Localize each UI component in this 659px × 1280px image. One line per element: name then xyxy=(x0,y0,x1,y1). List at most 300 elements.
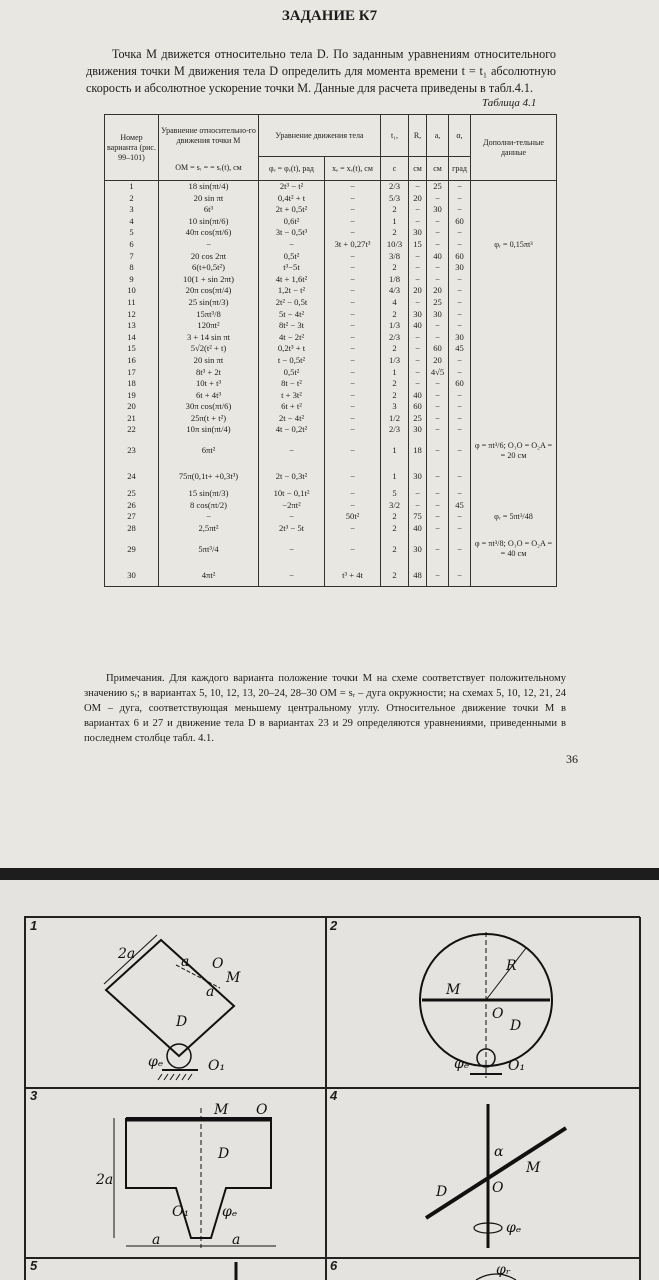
cell-phi: −2πt² xyxy=(259,500,325,512)
cell-extra xyxy=(471,181,557,193)
cell-extra xyxy=(471,343,557,355)
fig1-label-phi: φₑ xyxy=(148,1054,164,1070)
header-rel-motion: Уравнение относительно-го движения точки M xyxy=(159,115,259,157)
table-body xyxy=(105,181,557,587)
cell-n: 26 xyxy=(105,500,159,512)
cell-phi: 4t − 2t² xyxy=(259,332,325,344)
cell-n: 24 xyxy=(105,466,159,488)
cell-alpha: − xyxy=(449,413,471,425)
cell-R: 30 xyxy=(409,309,427,321)
figure-1 xyxy=(25,917,327,1089)
page-number: 36 xyxy=(566,752,578,766)
header-a: a, xyxy=(427,115,449,157)
fig2-label-R: R xyxy=(506,958,517,974)
cell-a: − xyxy=(427,424,449,436)
fig4-label-M: M xyxy=(526,1160,541,1176)
cell-alpha: − xyxy=(449,367,471,379)
cell-sr: 8 cos(πt/2) xyxy=(159,500,259,512)
cell-n: 19 xyxy=(105,390,159,402)
cell-xe: − xyxy=(325,216,381,228)
cell-sr: 10t + t³ xyxy=(159,378,259,390)
cell-phi: 2t − 0,3t² xyxy=(259,466,325,488)
table-row xyxy=(105,488,557,500)
cell-extra xyxy=(471,488,557,500)
cell-phi: 8t² − 3t xyxy=(259,320,325,332)
table-row xyxy=(105,204,557,216)
cell-n: 22 xyxy=(105,424,159,436)
cell-n: 4 xyxy=(105,216,159,228)
cell-n: 9 xyxy=(105,274,159,286)
table-row xyxy=(105,390,557,402)
header-variant: Номер варианта (рис. 99–101) xyxy=(105,115,159,181)
task-description: Точка M движется относительно тела D. По заданным уравнениям относительного движения точки M движения тела D определить для момента времени t = t₁ абсолютную скорость и абсолютное ускорение точки M. Данные для расчета приведены в табл.4.1. xyxy=(86,47,556,96)
cell-t1: 2/3 xyxy=(381,181,409,193)
cell-t1: 2 xyxy=(381,262,409,274)
cell-a: − xyxy=(427,239,449,251)
cell-extra xyxy=(471,401,557,413)
cell-a: − xyxy=(427,564,449,587)
cell-R: − xyxy=(409,355,427,367)
data-table xyxy=(104,114,557,587)
cell-alpha: − xyxy=(449,227,471,239)
cell-a: − xyxy=(427,488,449,500)
table-row xyxy=(105,436,557,466)
fig1-label-M: M xyxy=(226,970,241,986)
cell-R: 15 xyxy=(409,239,427,251)
cell-xe: − xyxy=(325,523,381,535)
cell-n: 29 xyxy=(105,534,159,564)
cell-sr: 6t + 4t³ xyxy=(159,390,259,402)
cell-alpha: − xyxy=(449,511,471,523)
table-row xyxy=(105,262,557,274)
cell-t1: 5/3 xyxy=(381,193,409,205)
table-row xyxy=(105,181,557,193)
cell-alpha: 60 xyxy=(449,251,471,263)
table-row xyxy=(105,297,557,309)
cell-alpha: 30 xyxy=(449,262,471,274)
cell-extra xyxy=(471,285,557,297)
cell-alpha: − xyxy=(449,297,471,309)
cell-xe: − xyxy=(325,488,381,500)
cell-a: − xyxy=(427,413,449,425)
cell-t1: 2 xyxy=(381,204,409,216)
cell-R: − xyxy=(409,204,427,216)
cell-t1: 3/2 xyxy=(381,500,409,512)
cell-alpha: − xyxy=(449,488,471,500)
figure-5 xyxy=(25,1257,327,1280)
cell-extra xyxy=(471,274,557,286)
cell-phi: 6t + t² xyxy=(259,401,325,413)
cell-a: − xyxy=(427,534,449,564)
table-row xyxy=(105,251,557,263)
table-row xyxy=(105,378,557,390)
cell-sr: 6t³ xyxy=(159,204,259,216)
cell-t1: 10/3 xyxy=(381,239,409,251)
cell-phi: 0,5t² xyxy=(259,367,325,379)
cell-xe: − xyxy=(325,500,381,512)
notes: Примечания. Для каждого варианта положение точки M на схеме соответствует положительному значению sᵣ; в вариантах 5, 10, 12, 13, 20–24, 28–30 OM = sᵣ – дуга окружности; на схемах 5, 10, 12, 21, 24 OM – дуга, соответствующая меньшему центральному углу. Относительное движение точки M в вариантах 6 и 27 и движение тела D в вариантах 23 и 29 определяются уравнениями, приведенными в последнем столбце табл. 4.1. xyxy=(84,672,566,744)
cell-t1: 2 xyxy=(381,309,409,321)
cell-sr: 40π cos(πt/6) xyxy=(159,227,259,239)
cell-a: − xyxy=(427,193,449,205)
cell-a: 30 xyxy=(427,309,449,321)
cell-R: 25 xyxy=(409,413,427,425)
cell-R: 30 xyxy=(409,227,427,239)
cell-n: 2 xyxy=(105,193,159,205)
header-phi-e: φₑ = φₑ(t), рад xyxy=(259,157,325,181)
cell-xe: − xyxy=(325,401,381,413)
cell-n: 30 xyxy=(105,564,159,587)
figures-photo xyxy=(0,868,659,1280)
cell-alpha: 60 xyxy=(449,216,471,228)
cell-n: 13 xyxy=(105,320,159,332)
cell-n: 3 xyxy=(105,204,159,216)
table-row xyxy=(105,227,557,239)
fig2-label-O1: O₁ xyxy=(508,1058,526,1074)
cell-phi: 4t + 1,6t² xyxy=(259,274,325,286)
fig1-label-2a: 2a xyxy=(118,946,136,962)
cell-sr: 18 sin(πt/4) xyxy=(159,181,259,193)
cell-extra xyxy=(471,227,557,239)
table-row xyxy=(105,343,557,355)
fig4-label-D: D xyxy=(436,1184,448,1200)
table-row xyxy=(105,511,557,523)
cell-phi: 0,5t² xyxy=(259,251,325,263)
cell-a: − xyxy=(427,436,449,466)
fig2-label-D: D xyxy=(510,1018,522,1034)
cell-a: 60 xyxy=(427,343,449,355)
cell-n: 1 xyxy=(105,181,159,193)
cell-t1: 2/3 xyxy=(381,332,409,344)
cell-sr: 30π cos(πt/6) xyxy=(159,401,259,413)
cell-a: − xyxy=(427,401,449,413)
cell-n: 20 xyxy=(105,401,159,413)
cell-R: 30 xyxy=(409,466,427,488)
figure-3-diagram xyxy=(26,1088,326,1258)
table-row xyxy=(105,193,557,205)
cell-sr: 6πt² xyxy=(159,436,259,466)
cell-xe: − xyxy=(325,193,381,205)
cell-alpha: − xyxy=(449,523,471,535)
cell-a: 20 xyxy=(427,355,449,367)
cell-alpha: − xyxy=(449,466,471,488)
cell-n: 21 xyxy=(105,413,159,425)
unit-t1: с xyxy=(381,157,409,181)
cell-R: 40 xyxy=(409,523,427,535)
table-row xyxy=(105,413,557,425)
cell-a: − xyxy=(427,378,449,390)
cell-extra xyxy=(471,204,557,216)
cell-xe: − xyxy=(325,274,381,286)
table-row xyxy=(105,285,557,297)
cell-sr: 5√2(t² + t) xyxy=(159,343,259,355)
table-row xyxy=(105,564,557,587)
data-table-container xyxy=(104,114,556,654)
fig4-label-phi: φₑ xyxy=(506,1220,522,1236)
figure-4 xyxy=(325,1087,641,1259)
cell-R: − xyxy=(409,262,427,274)
cell-a: 4√5 xyxy=(427,367,449,379)
cell-phi: 2t + 0,5t² xyxy=(259,204,325,216)
cell-t1: 4 xyxy=(381,297,409,309)
cell-xe: − xyxy=(325,413,381,425)
cell-alpha: − xyxy=(449,193,471,205)
cell-t1: 2 xyxy=(381,343,409,355)
cell-phi: 0,4t² + t xyxy=(259,193,325,205)
cell-a: 20 xyxy=(427,285,449,297)
cell-phi: − xyxy=(259,564,325,587)
cell-xe: − xyxy=(325,378,381,390)
cell-a: 25 xyxy=(427,181,449,193)
table-row xyxy=(105,367,557,379)
cell-xe: − xyxy=(325,251,381,263)
fig3-label-a2: a xyxy=(232,1232,241,1248)
cell-xe: − xyxy=(325,343,381,355)
cell-R: 20 xyxy=(409,193,427,205)
header-R: R, xyxy=(409,115,427,157)
figure-6 xyxy=(325,1257,641,1280)
figure-1-number: 1 xyxy=(30,918,38,933)
cell-alpha: − xyxy=(449,436,471,466)
cell-phi: 2t − 4t² xyxy=(259,413,325,425)
cell-xe: − xyxy=(325,204,381,216)
cell-t1: 1 xyxy=(381,436,409,466)
cell-xe: − xyxy=(325,466,381,488)
table-row xyxy=(105,320,557,332)
cell-R: 20 xyxy=(409,285,427,297)
cell-R: − xyxy=(409,332,427,344)
cell-xe: − xyxy=(325,320,381,332)
fig4-label-O: O xyxy=(492,1180,504,1196)
cell-sr: − xyxy=(159,239,259,251)
fig3-label-2a: 2a xyxy=(96,1172,114,1188)
cell-n: 16 xyxy=(105,355,159,367)
cell-t1: 3/8 xyxy=(381,251,409,263)
cell-a: − xyxy=(427,390,449,402)
figure-2 xyxy=(325,917,641,1089)
cell-alpha: − xyxy=(449,534,471,564)
cell-t1: 1/2 xyxy=(381,413,409,425)
cell-extra xyxy=(471,523,557,535)
cell-xe: − xyxy=(325,181,381,193)
figures-page xyxy=(0,880,659,1280)
cell-phi: 5t − 4t² xyxy=(259,309,325,321)
cell-R: 40 xyxy=(409,320,427,332)
cell-t1: 2 xyxy=(381,378,409,390)
cell-alpha: 45 xyxy=(449,500,471,512)
cell-extra xyxy=(471,216,557,228)
cell-phi: 0,6t² xyxy=(259,216,325,228)
cell-n: 6 xyxy=(105,239,159,251)
cell-R: 30 xyxy=(409,534,427,564)
cell-extra: φ = πt³/8; O₁O = O₂A = = 40 см xyxy=(471,534,557,564)
fig2-label-M: M xyxy=(446,982,461,998)
cell-extra xyxy=(471,251,557,263)
cell-extra xyxy=(471,193,557,205)
cell-extra xyxy=(471,378,557,390)
fig3-label-O: O xyxy=(256,1102,268,1118)
cell-alpha: − xyxy=(449,309,471,321)
cell-t1: 1 xyxy=(381,367,409,379)
cell-sr: 120πt² xyxy=(159,320,259,332)
figure-6-number: 6 xyxy=(330,1258,338,1273)
header-extra: Дополни-тельные данные xyxy=(471,115,557,181)
cell-xe: − xyxy=(325,262,381,274)
fig6-label-phi: φᵣ xyxy=(496,1262,511,1278)
cell-R: − xyxy=(409,488,427,500)
cell-phi: 0,2t³ + t xyxy=(259,343,325,355)
cell-R: − xyxy=(409,500,427,512)
cell-n: 14 xyxy=(105,332,159,344)
cell-phi: − xyxy=(259,239,325,251)
cell-a: − xyxy=(427,227,449,239)
cell-a: − xyxy=(427,332,449,344)
cell-extra xyxy=(471,413,557,425)
cell-t1: 2 xyxy=(381,390,409,402)
cell-phi: 2t³ − t² xyxy=(259,181,325,193)
cell-sr: 75π(0,1t+ +0,3t³) xyxy=(159,466,259,488)
cell-sr: 10 sin(πt/6) xyxy=(159,216,259,228)
figure-4-diagram xyxy=(326,1088,640,1258)
header-alpha: α, xyxy=(449,115,471,157)
cell-a: 30 xyxy=(427,204,449,216)
cell-sr: 20π cos(πt/4) xyxy=(159,285,259,297)
cell-R: − xyxy=(409,251,427,263)
cell-n: 25 xyxy=(105,488,159,500)
cell-xe: − xyxy=(325,367,381,379)
cell-alpha: − xyxy=(449,320,471,332)
cell-sr: 4πt² xyxy=(159,564,259,587)
task-title: ЗАДАНИЕ К7 xyxy=(281,8,378,24)
fig3-label-O1: O₁ xyxy=(172,1204,190,1220)
cell-phi: 1,2t − t² xyxy=(259,285,325,297)
cell-sr: 25 sin(πt/3) xyxy=(159,297,259,309)
cell-xe: − xyxy=(325,424,381,436)
cell-extra xyxy=(471,355,557,367)
cell-extra xyxy=(471,309,557,321)
cell-xe: − xyxy=(325,227,381,239)
figure-2-number: 2 xyxy=(330,918,338,933)
fig1-label-O1: O₁ xyxy=(208,1058,226,1074)
cell-alpha: − xyxy=(449,204,471,216)
cell-t1: 1/3 xyxy=(381,320,409,332)
cell-n: 8 xyxy=(105,262,159,274)
fig2-label-O: O xyxy=(492,1006,504,1022)
cell-phi: t − 0,5t² xyxy=(259,355,325,367)
cell-extra xyxy=(471,564,557,587)
cell-xe: − xyxy=(325,436,381,466)
cell-n: 11 xyxy=(105,297,159,309)
cell-extra xyxy=(471,500,557,512)
cell-alpha: − xyxy=(449,285,471,297)
cell-alpha: − xyxy=(449,239,471,251)
cell-n: 17 xyxy=(105,367,159,379)
cell-sr: 15πt³/8 xyxy=(159,309,259,321)
cell-alpha: − xyxy=(449,355,471,367)
cell-sr: 20 cos 2πt xyxy=(159,251,259,263)
cell-phi: t + 3t² xyxy=(259,390,325,402)
cell-t1: 2 xyxy=(381,534,409,564)
cell-sr: 8t³ + 2t xyxy=(159,367,259,379)
cell-extra xyxy=(471,320,557,332)
cell-n: 18 xyxy=(105,378,159,390)
cell-extra: φᵣ = 5πt³/48 xyxy=(471,511,557,523)
cell-phi: 10t − 0,1t² xyxy=(259,488,325,500)
cell-phi: t³−5t xyxy=(259,262,325,274)
cell-sr: 25π(t + t²) xyxy=(159,413,259,425)
cell-a: 40 xyxy=(427,251,449,263)
fig2-label-phi: φₑ xyxy=(454,1056,470,1072)
cell-sr: 20 sin πt xyxy=(159,355,259,367)
cell-xe: − xyxy=(325,390,381,402)
table-caption: Таблица 4.1 xyxy=(482,97,537,109)
cell-t1: 1 xyxy=(381,466,409,488)
table-row xyxy=(105,534,557,564)
unit-alpha: град xyxy=(449,157,471,181)
cell-sr: 20 sin πt xyxy=(159,193,259,205)
cell-n: 10 xyxy=(105,285,159,297)
table-row xyxy=(105,466,557,488)
cell-extra: φᵣ = 0,15πt³ xyxy=(471,239,557,251)
cell-R: 60 xyxy=(409,401,427,413)
cell-R: − xyxy=(409,216,427,228)
cell-xe: − xyxy=(325,285,381,297)
cell-extra xyxy=(471,390,557,402)
cell-alpha: − xyxy=(449,181,471,193)
figure-5-number: 5 xyxy=(30,1258,38,1273)
table-row xyxy=(105,500,557,512)
figure-3 xyxy=(25,1087,327,1259)
cell-a: − xyxy=(427,466,449,488)
cell-sr: 6(t+0,5t²) xyxy=(159,262,259,274)
fig4-label-alpha: α xyxy=(494,1144,504,1160)
cell-phi: 4t − 0,2t² xyxy=(259,424,325,436)
cell-sr: 5πt³/4 xyxy=(159,534,259,564)
cell-xe: t³ + 4t xyxy=(325,564,381,587)
table-row xyxy=(105,332,557,344)
cell-xe: 3t + 0,27t³ xyxy=(325,239,381,251)
cell-n: 12 xyxy=(105,309,159,321)
fig3-label-D: D xyxy=(218,1146,230,1162)
cell-R: 18 xyxy=(409,436,427,466)
cell-t1: 3 xyxy=(381,401,409,413)
cell-alpha: − xyxy=(449,390,471,402)
figure-6-diagram xyxy=(326,1258,640,1280)
cell-t1: 2 xyxy=(381,523,409,535)
cell-extra xyxy=(471,332,557,344)
cell-phi: 2t² − 0,5t xyxy=(259,297,325,309)
table-row xyxy=(105,355,557,367)
cell-extra xyxy=(471,262,557,274)
cell-phi: 8t − t² xyxy=(259,378,325,390)
cell-a: − xyxy=(427,500,449,512)
cell-phi: 3t − 0,5t³ xyxy=(259,227,325,239)
cell-t1: 1/3 xyxy=(381,355,409,367)
cell-sr: − xyxy=(159,511,259,523)
cell-R: − xyxy=(409,274,427,286)
cell-a: − xyxy=(427,523,449,535)
figures-grid xyxy=(24,916,640,1280)
cell-n: 28 xyxy=(105,523,159,535)
header-rel-formula: OM = sᵣ = = sᵣ(t), см xyxy=(159,157,259,181)
figure-3-number: 3 xyxy=(30,1088,38,1103)
cell-R: − xyxy=(409,367,427,379)
cell-phi: − xyxy=(259,534,325,564)
cell-a: − xyxy=(427,274,449,286)
cell-n: 15 xyxy=(105,343,159,355)
fig3-label-phi: φₑ xyxy=(222,1204,238,1220)
cell-alpha: − xyxy=(449,564,471,587)
